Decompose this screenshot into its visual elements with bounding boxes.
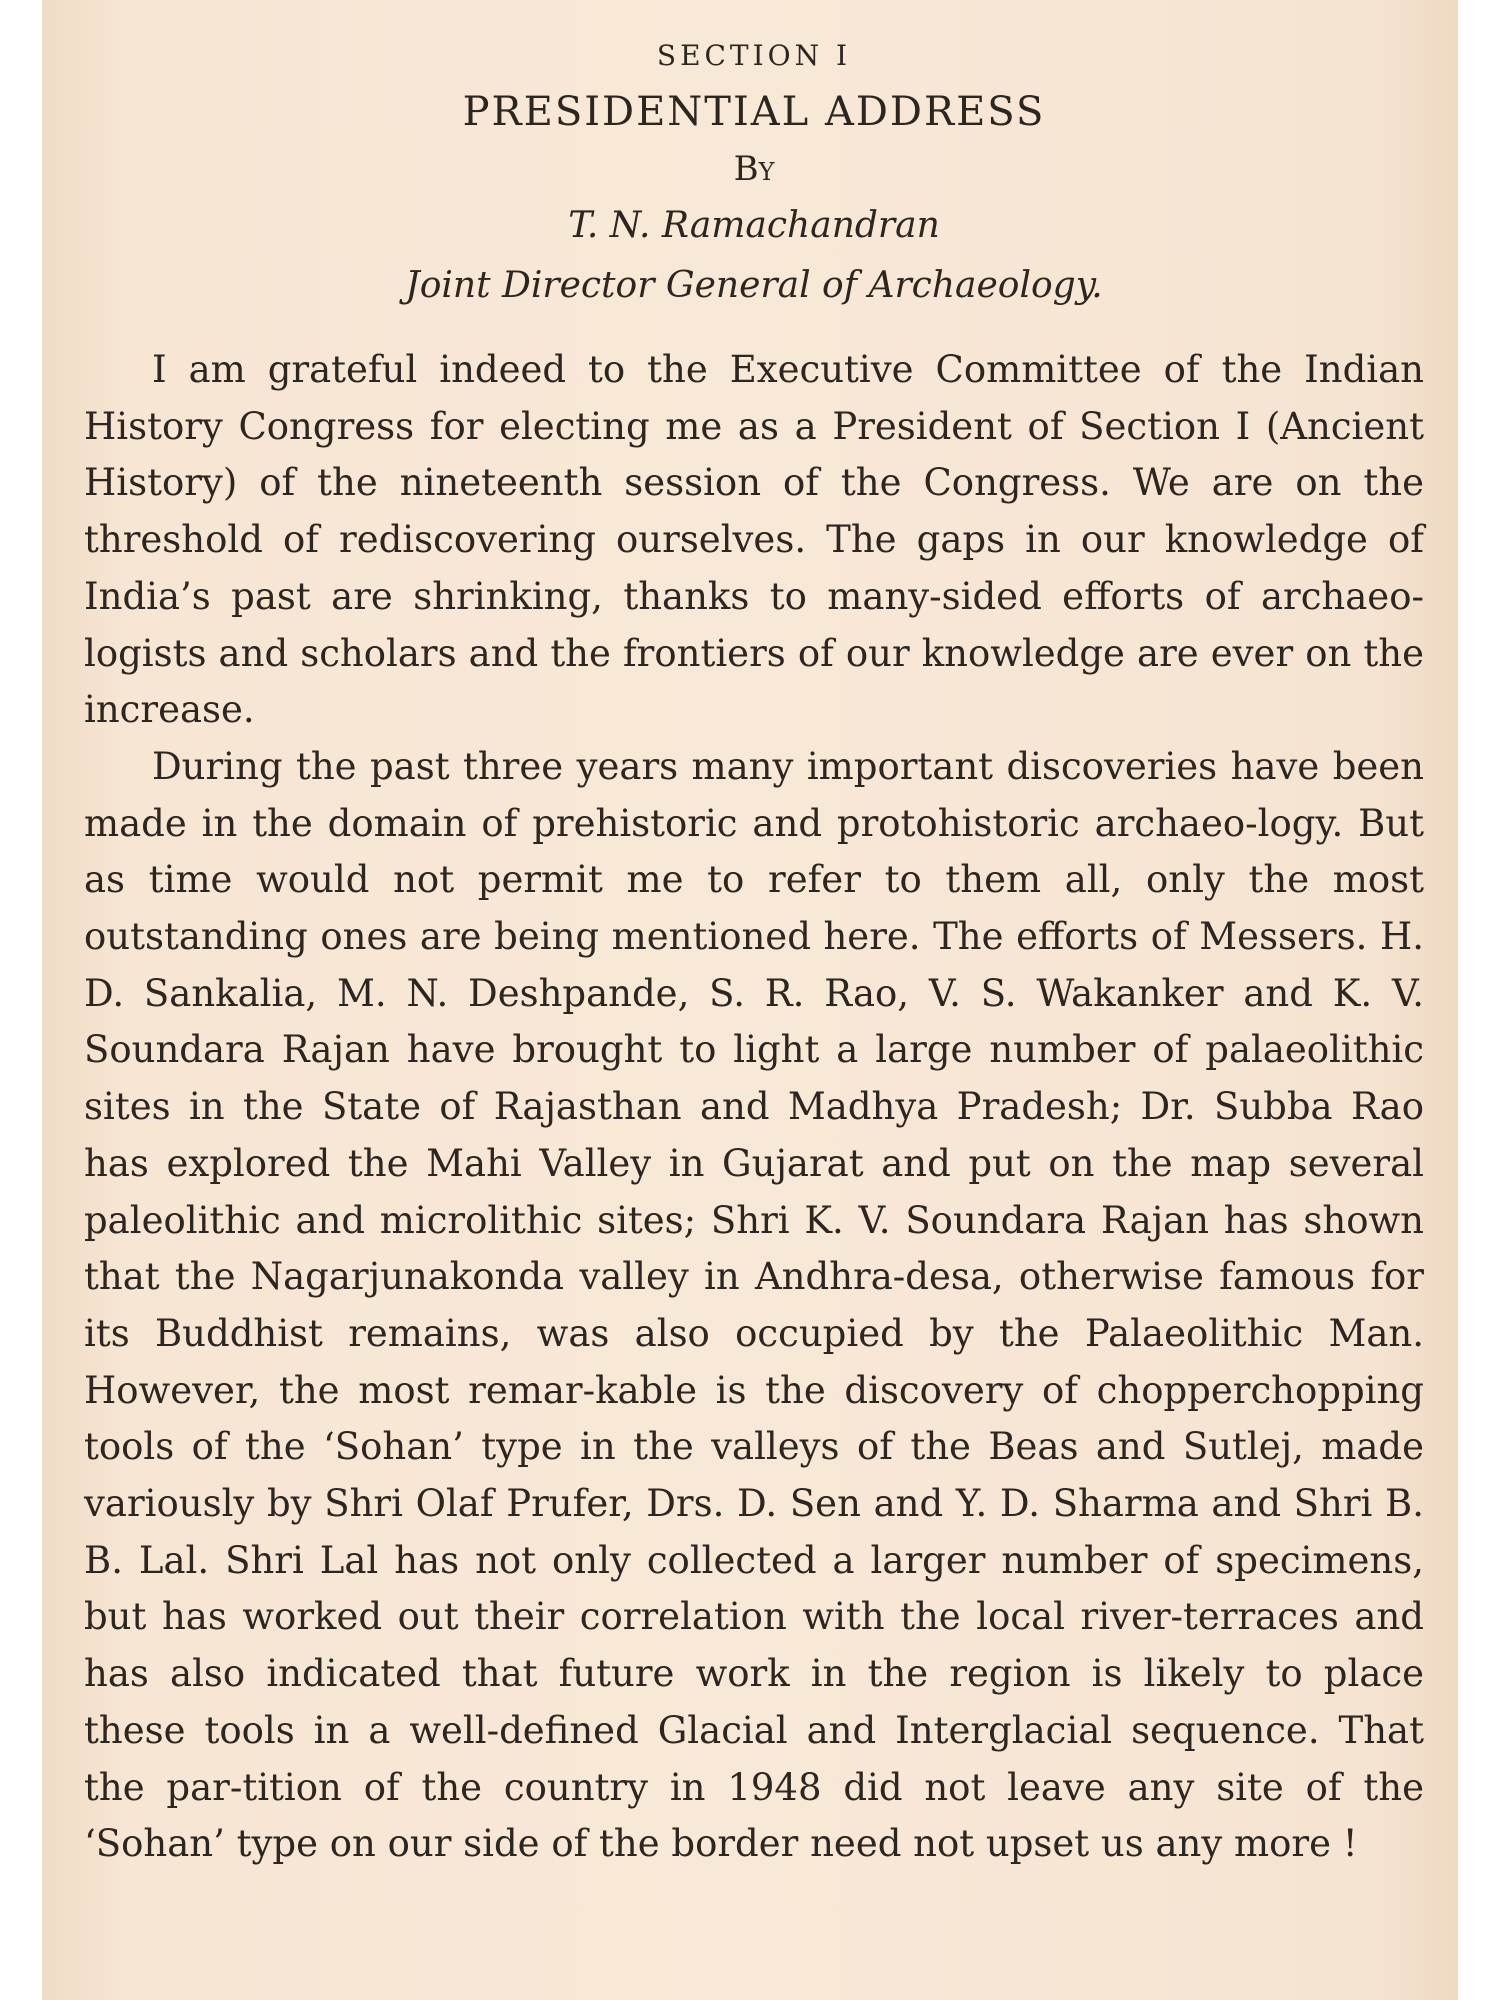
section-label: SECTION I xyxy=(656,39,852,72)
author-role: Joint Director General of Archaeology. xyxy=(405,265,1103,306)
text-column xyxy=(84,34,1424,1873)
author-name: T. N. Ramachandran xyxy=(568,205,940,246)
body-text xyxy=(84,342,1424,1873)
book-page xyxy=(42,0,1458,2000)
byline-label: By xyxy=(733,149,775,189)
paragraph-2: During the past three years many important discoveries have been made in the domain of prehistoric and protohistoric archaeo-logy. But as time would not permit me to refer to them all, only the most outstanding ones are being mentioned here. The efforts of Messers. H. D. Sankalia, M. N. Deshpande, S. R. Rao, V. S. Wakanker and K. V. Soundara Rajan have brought to light a large number of palaeolithic sites in the State of Rajasthan and Madhya Pradesh; Dr. Subba Rao has explored the Mahi Valley in Gujarat and put on the map several paleolithic and microlithic sites; Shri K. V. Soundara Rajan has shown that the Nagarjunakonda valley in Andhra-desa, otherwise famous for its Buddhist remains, was also occupied by the Palaeolithic Man. However, the most remar-kable is the discovery of chopperchopping tools of the ‘Sohan’ type in the valleys of the Beas and Sutlej, made variously by Shri Olaf Prufer, Drs. D. Sen and Y. D. Sharma and Shri B. B. Lal. Shri Lal has not only collected a larger number of specimens, but has worked out their correlation with the local river-terraces and has also indicated that future work in the region is likely to place these tools in a well-defined Glacial and Interglacial sequence. That the par-tition of the country in 1948 did not leave any site of the ‘Sohan’ type on our side of the border need not upset us any more ! xyxy=(84,744,1424,1866)
paragraph-1: I am grateful indeed to the Executive Committee of the Indian History Congress for electing me as a President of Section I (Ancient History) of the nineteenth session of the Congress. We are on the threshold of rediscovering ourselves. The gaps in our knowledge of India’s past are shrinking, thanks to many-sided efforts of archaeo-logists and scholars and the frontiers of our knowledge are ever on the increase. xyxy=(84,348,1424,732)
page-title: PRESIDENTIAL ADDRESS xyxy=(462,89,1046,135)
